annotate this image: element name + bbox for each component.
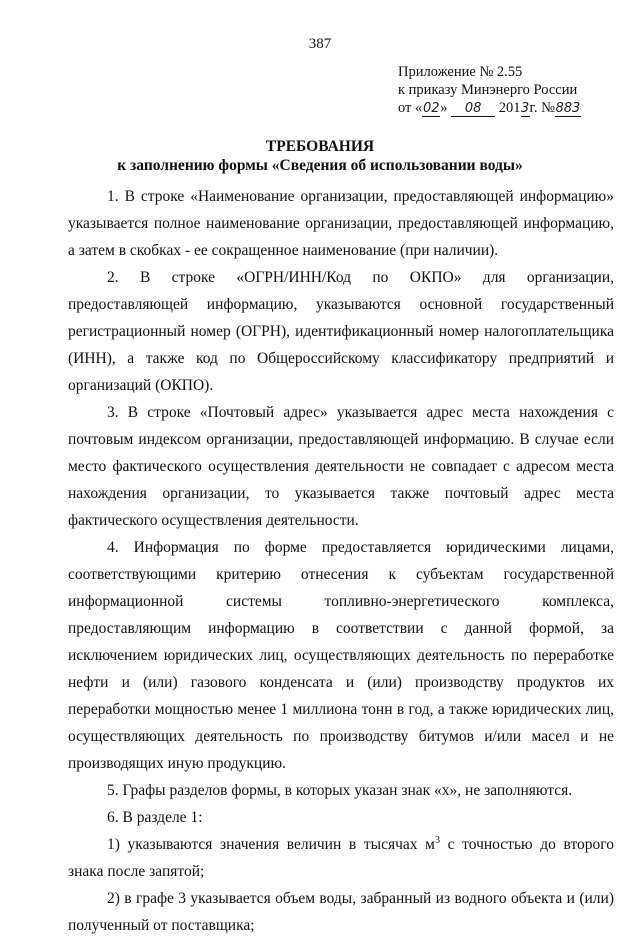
paragraph-4: 4. Информация по форме предоставляется юридическими лицами, соответствующими критерию отнесения к субъектам государственной информационной системы топливно-энергетического комплекса, предоставляющим информацию в соответствии с данной формой, за исключением юридических лиц, осуществляющих деятельность по переработке нефти и (или) газового конденсата и (или) производству продуктов их переработки мощностью менее 1 миллиона тонн в год, а также юридических лиц, осуществляющих деятельность по производству битумов и/или масел и не производящих иную продукцию.: [68, 539, 614, 772]
year-digit: 3: [520, 101, 530, 116]
title-heading: ТРЕБОВАНИЯ: [265, 138, 375, 155]
date-prefix: от «: [398, 100, 423, 116]
annex-header: [398, 63, 581, 117]
paragraph-7: [68, 831, 614, 885]
annex-date-line: [398, 99, 581, 117]
paragraph-7-end: с точностью до второго знака после запятой;: [68, 836, 615, 880]
paragraph-8: 2) в графе 3 указывается объем воды, забранный из водного объекта и (или) полученный от поставщика;: [68, 890, 614, 934]
page-number: 387: [308, 36, 332, 52]
annex-number: Приложение № 2.55: [398, 64, 523, 80]
order-number-prefix: г. №: [529, 100, 555, 116]
paragraph-5: 5. Графы разделов формы, в которых указан знак «х», не заполняются.: [107, 782, 573, 799]
document-title: [0, 137, 640, 175]
date-month: 08: [451, 102, 495, 117]
date-quote-close: »: [440, 100, 448, 116]
title-subheading: к заполнению формы «Сведения об использовании воды»: [117, 157, 523, 174]
year-prefix: 201: [498, 100, 521, 116]
paragraph-6: 6. В разделе 1:: [107, 809, 203, 826]
date-day: 02: [423, 101, 440, 116]
annex-order-reference: к приказу Минэнерго России: [398, 82, 578, 98]
order-number: 883: [555, 101, 581, 116]
paragraph-3: 3. В строке «Почтовый адрес» указывается адрес места нахождения с почтовым индексом организации, предоставляющей информацию. В случае если место фактического осуществления деятельности не совпадает с адресом места нахождения организации, то указывается также почтовый адрес места фактического осуществления деятельности.: [68, 404, 614, 529]
cubic-superscript: 3: [434, 834, 440, 846]
paragraph-1: 1. В строке «Наименование организации, предоставляющей информацию» указывается полное наименование организации, предоставляющей информацию, а затем в скобках - ее сокращенное наименование (при наличии).: [68, 188, 614, 259]
document-body: [68, 183, 614, 939]
paragraph-7-start: 1) указываются значения величин в тысячах м: [107, 836, 435, 853]
paragraph-2: 2. В строке «ОГРН/ИНН/Код по ОКПО» для организации, предоставляющей информацию, указываются основной государственный регистрационный номер (ОГРН), идентификационный номер налогоплательщика (ИНН), а также код по Общероссийскому классификатору предприятий и организаций (ОКПО).: [68, 269, 614, 394]
